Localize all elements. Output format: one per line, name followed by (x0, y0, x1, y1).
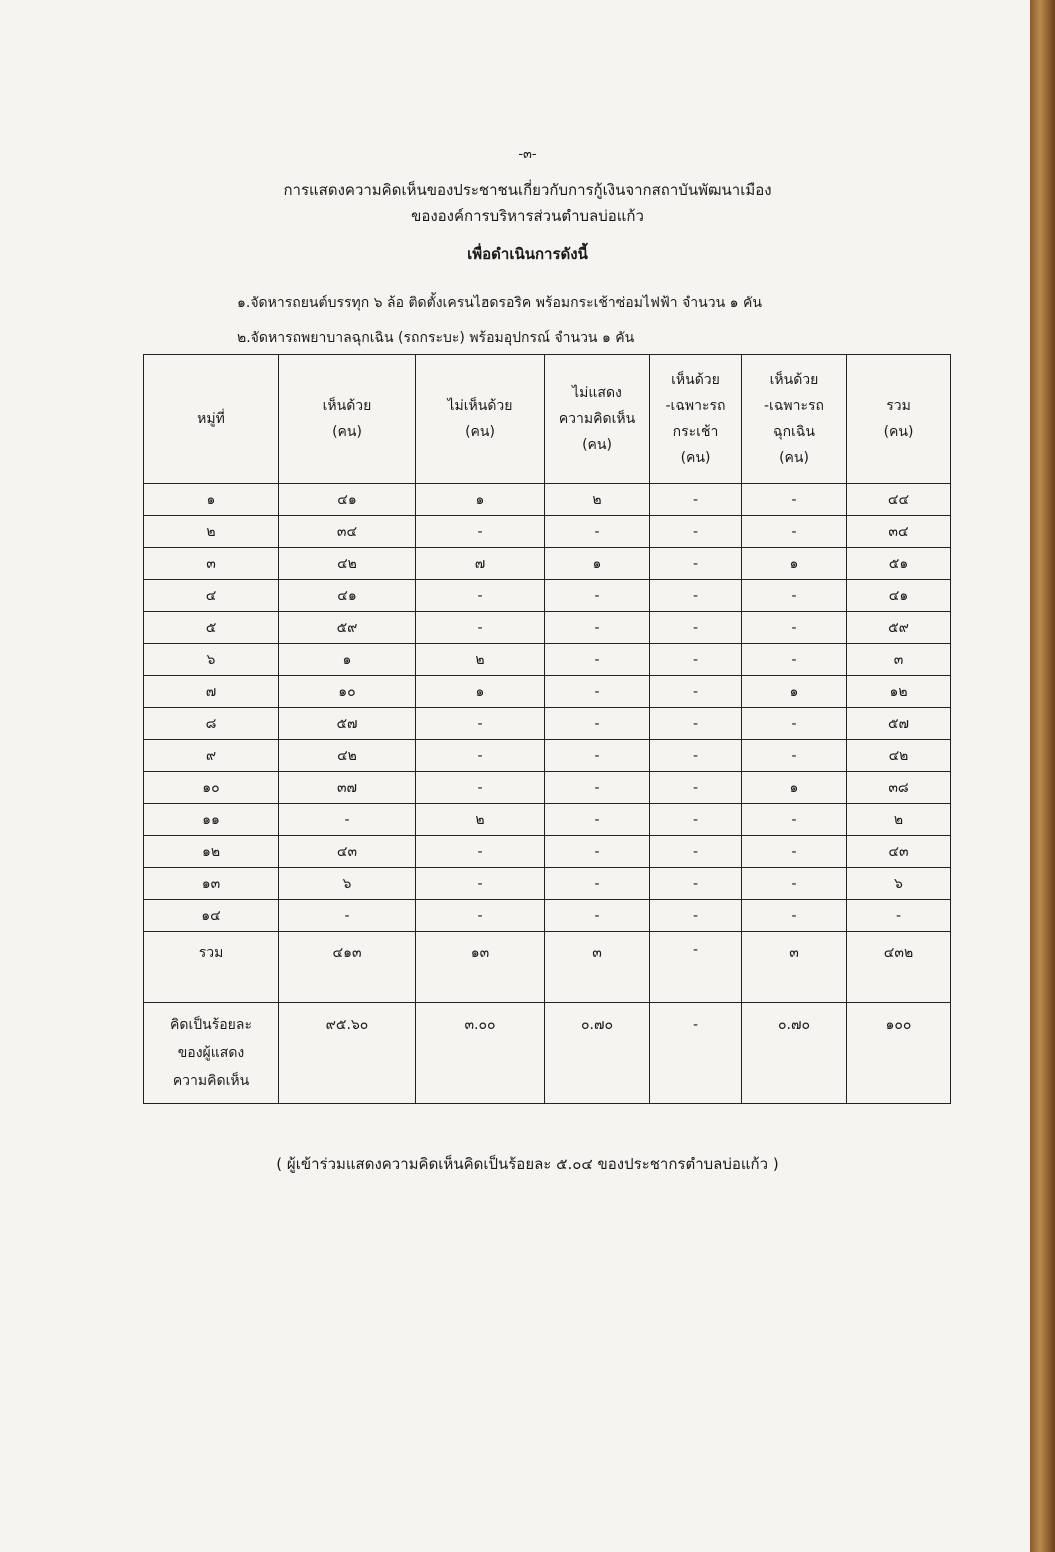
table-cell: ๙ (144, 740, 279, 772)
table-cell: ๓ (847, 644, 951, 676)
column-header-line: เห็นด้วย (769, 372, 819, 388)
table-cell: - (416, 612, 545, 644)
table-cell: ๔๑๓ (279, 932, 416, 1003)
table-cell: - (742, 644, 847, 676)
table-cell: - (847, 900, 951, 932)
column-header-line: -เฉพาะรถ (764, 398, 824, 414)
table-cell: - (545, 804, 650, 836)
table-cell: - (650, 580, 742, 612)
table-cell: ๑๓ (416, 932, 545, 1003)
table-cell: ๕๙ (847, 612, 951, 644)
table-cell: ๑๐ (144, 772, 279, 804)
column-header-line: ความคิดเห็น (558, 411, 636, 427)
table-cell: - (545, 708, 650, 740)
table-cell: - (742, 708, 847, 740)
table-cell: ๑๓ (144, 868, 279, 900)
table-cell: ๑ (416, 676, 545, 708)
table-row (144, 868, 951, 900)
table-cell: - (650, 676, 742, 708)
table-cell: ๔๑ (847, 580, 951, 612)
table-cell: ๓๗ (279, 772, 416, 804)
table-cell: ๘ (144, 708, 279, 740)
table-cell: - (279, 804, 416, 836)
column-header (545, 355, 650, 484)
column-header-line: รวม (886, 398, 911, 414)
column-header (279, 355, 416, 484)
table-cell: - (650, 516, 742, 548)
table-cell: ๔๓ (279, 836, 416, 868)
table-cell: รวม (144, 932, 279, 1003)
table-cell: ๓๔ (847, 516, 951, 548)
table-cell: - (650, 804, 742, 836)
table-cell: ๔๔ (847, 484, 951, 516)
table-cell: ๑ (742, 676, 847, 708)
table-header-row (144, 355, 951, 484)
table-cell: - (742, 804, 847, 836)
table-cell: - (545, 580, 650, 612)
table-row (144, 548, 951, 580)
table-cell: ๔๓๒ (847, 932, 951, 1003)
column-header-line: ไม่แสดง (572, 385, 622, 401)
table-cell: ๒ (847, 804, 951, 836)
table-cell: - (545, 676, 650, 708)
column-header-line: (คน) (883, 424, 914, 440)
column-header (650, 355, 742, 484)
table-cell: ๑ (742, 772, 847, 804)
table-cell: ๑๐๐ (847, 1003, 951, 1104)
table-row (144, 580, 951, 612)
table-cell: - (545, 740, 650, 772)
table-cell: - (545, 644, 650, 676)
table-cell: - (416, 708, 545, 740)
table-cell: - (650, 548, 742, 580)
table-cell: - (742, 900, 847, 932)
table-cell: - (545, 868, 650, 900)
column-header (144, 355, 279, 484)
table-cell: ๕ (144, 612, 279, 644)
table-cell: ๓ (742, 932, 847, 1003)
table-cell: ๓๘ (847, 772, 951, 804)
table-cell: - (416, 868, 545, 900)
table-cell: - (650, 644, 742, 676)
heading-line-3: เพื่อดำเนินการดังนี้ (467, 245, 588, 263)
table-cell: ๓ (545, 932, 650, 1003)
table-cell: - (650, 708, 742, 740)
table-cell: - (742, 740, 847, 772)
table-cell: ๔๒ (279, 548, 416, 580)
table-cell: - (650, 772, 742, 804)
table-cell: - (650, 1003, 742, 1104)
table-cell: ๕๗ (847, 708, 951, 740)
table-cell: - (742, 484, 847, 516)
table-row (144, 644, 951, 676)
table-cell: ๑๐ (279, 676, 416, 708)
table-cell: - (545, 516, 650, 548)
table-cell: ๔๒ (847, 740, 951, 772)
book-edge (1030, 0, 1055, 1552)
table-cell: - (742, 868, 847, 900)
table-cell: ๔๑ (279, 580, 416, 612)
table-cell: - (416, 740, 545, 772)
table-cell: - (650, 612, 742, 644)
table-cell: - (742, 580, 847, 612)
item-1: ๑.จัดหารถยนต์บรรทุก ๖ ล้อ ติดตั้งเครนไฮดรอริค พร้อมกระเช้าซ่อมไฟฟ้า จำนวน ๑ คัน (237, 295, 762, 311)
table-cell: - (650, 900, 742, 932)
table-cell: - (416, 836, 545, 868)
table-cell: ๗ (416, 548, 545, 580)
table-row (144, 676, 951, 708)
table-cell: ๔๓ (847, 836, 951, 868)
percent-row (144, 1003, 951, 1104)
heading-line-1: การแสดงความคิดเห็นของประชาชนเกี่ยวกับการกู้เงินจากสถาบันพัฒนาเมือง (283, 181, 772, 199)
table-cell: - (545, 900, 650, 932)
table-cell: ๖ (144, 644, 279, 676)
total-row (144, 932, 951, 1003)
table-cell: ๙๕.๖๐ (279, 1003, 416, 1104)
table-cell: - (650, 836, 742, 868)
table-cell: ๑๒ (144, 836, 279, 868)
table-cell: ๑ (742, 548, 847, 580)
table-cell: ๑๑ (144, 804, 279, 836)
table-cell: - (279, 900, 416, 932)
column-header-line: -เฉพาะรถ (665, 398, 726, 414)
table-row (144, 900, 951, 932)
table-cell: - (742, 836, 847, 868)
table-cell: ๖ (847, 868, 951, 900)
opinion-table (143, 354, 951, 1104)
table-cell: คิดเป็นร้อยละ ของผู้แสดง ความคิดเห็น (144, 1003, 279, 1104)
column-header (742, 355, 847, 484)
column-header (416, 355, 545, 484)
table-cell: - (416, 580, 545, 612)
table-cell: ๔๑ (279, 484, 416, 516)
item-2: ๒.จัดหารถพยาบาลฉุกเฉิน (รถกระบะ) พร้อมอุปกรณ์ จำนวน ๑ คัน (237, 330, 635, 346)
table-cell: ๗ (144, 676, 279, 708)
table-cell: ๑๔ (144, 900, 279, 932)
page-number: -๓- (518, 147, 537, 162)
table-cell: - (650, 932, 742, 1003)
table-row (144, 836, 951, 868)
column-header (847, 355, 951, 484)
table-cell: ๔ (144, 580, 279, 612)
table-cell: ๕๗ (279, 708, 416, 740)
table-cell: - (742, 612, 847, 644)
column-header-line: หมู่ที่ (197, 411, 225, 427)
table-row (144, 740, 951, 772)
table-cell: - (416, 516, 545, 548)
table-cell: - (545, 836, 650, 868)
table-cell: - (650, 740, 742, 772)
table-row (144, 612, 951, 644)
table-cell: - (650, 484, 742, 516)
table-cell: ๐.๗๐ (742, 1003, 847, 1104)
table-row (144, 484, 951, 516)
table-cell: ๓.๐๐ (416, 1003, 545, 1104)
table-row (144, 516, 951, 548)
table-cell: - (650, 868, 742, 900)
table-row (144, 708, 951, 740)
participation-note: ( ผู้เข้าร่วมแสดงความคิดเห็นคิดเป็นร้อยละ ๕.๐๔ ของประชากรตำบลบ่อแก้ว ) (276, 1155, 779, 1173)
column-header-line: (คน) (582, 437, 612, 453)
table-cell: ๐.๗๐ (545, 1003, 650, 1104)
table-cell: ๑ (545, 548, 650, 580)
table-cell: ๕๙ (279, 612, 416, 644)
table-cell: ๓ (144, 548, 279, 580)
table-cell: ๑ (144, 484, 279, 516)
table-cell: ๒ (416, 644, 545, 676)
column-header-line: ฉุกเฉิน (773, 424, 815, 440)
table-cell: ๓๔ (279, 516, 416, 548)
table-cell: - (416, 772, 545, 804)
table-cell: ๒ (545, 484, 650, 516)
column-header-line: ไม่เห็นด้วย (447, 398, 513, 414)
table-cell: ๒ (416, 804, 545, 836)
table-row (144, 804, 951, 836)
column-header-line: เห็นด้วย (322, 398, 372, 414)
table-cell: ๑ (416, 484, 545, 516)
table-cell: ๖ (279, 868, 416, 900)
table-cell: - (545, 772, 650, 804)
column-header-line: เห็นด้วย (671, 372, 720, 388)
table-cell: - (545, 612, 650, 644)
heading-line-2: ขององค์การบริหารส่วนตำบลบ่อแก้ว (411, 207, 644, 225)
table-cell: ๑ (279, 644, 416, 676)
table-cell: - (416, 900, 545, 932)
column-header-line: (คน) (465, 424, 495, 440)
table-cell: ๑๒ (847, 676, 951, 708)
table-row (144, 772, 951, 804)
table-cell: ๒ (144, 516, 279, 548)
column-header-line: กระเช้า (672, 424, 719, 440)
column-header-line: (คน) (332, 424, 362, 440)
table-cell: - (742, 516, 847, 548)
table-cell: ๕๑ (847, 548, 951, 580)
column-header-line: (คน) (779, 450, 809, 466)
table-cell: ๔๒ (279, 740, 416, 772)
column-header-line: (คน) (680, 450, 711, 466)
